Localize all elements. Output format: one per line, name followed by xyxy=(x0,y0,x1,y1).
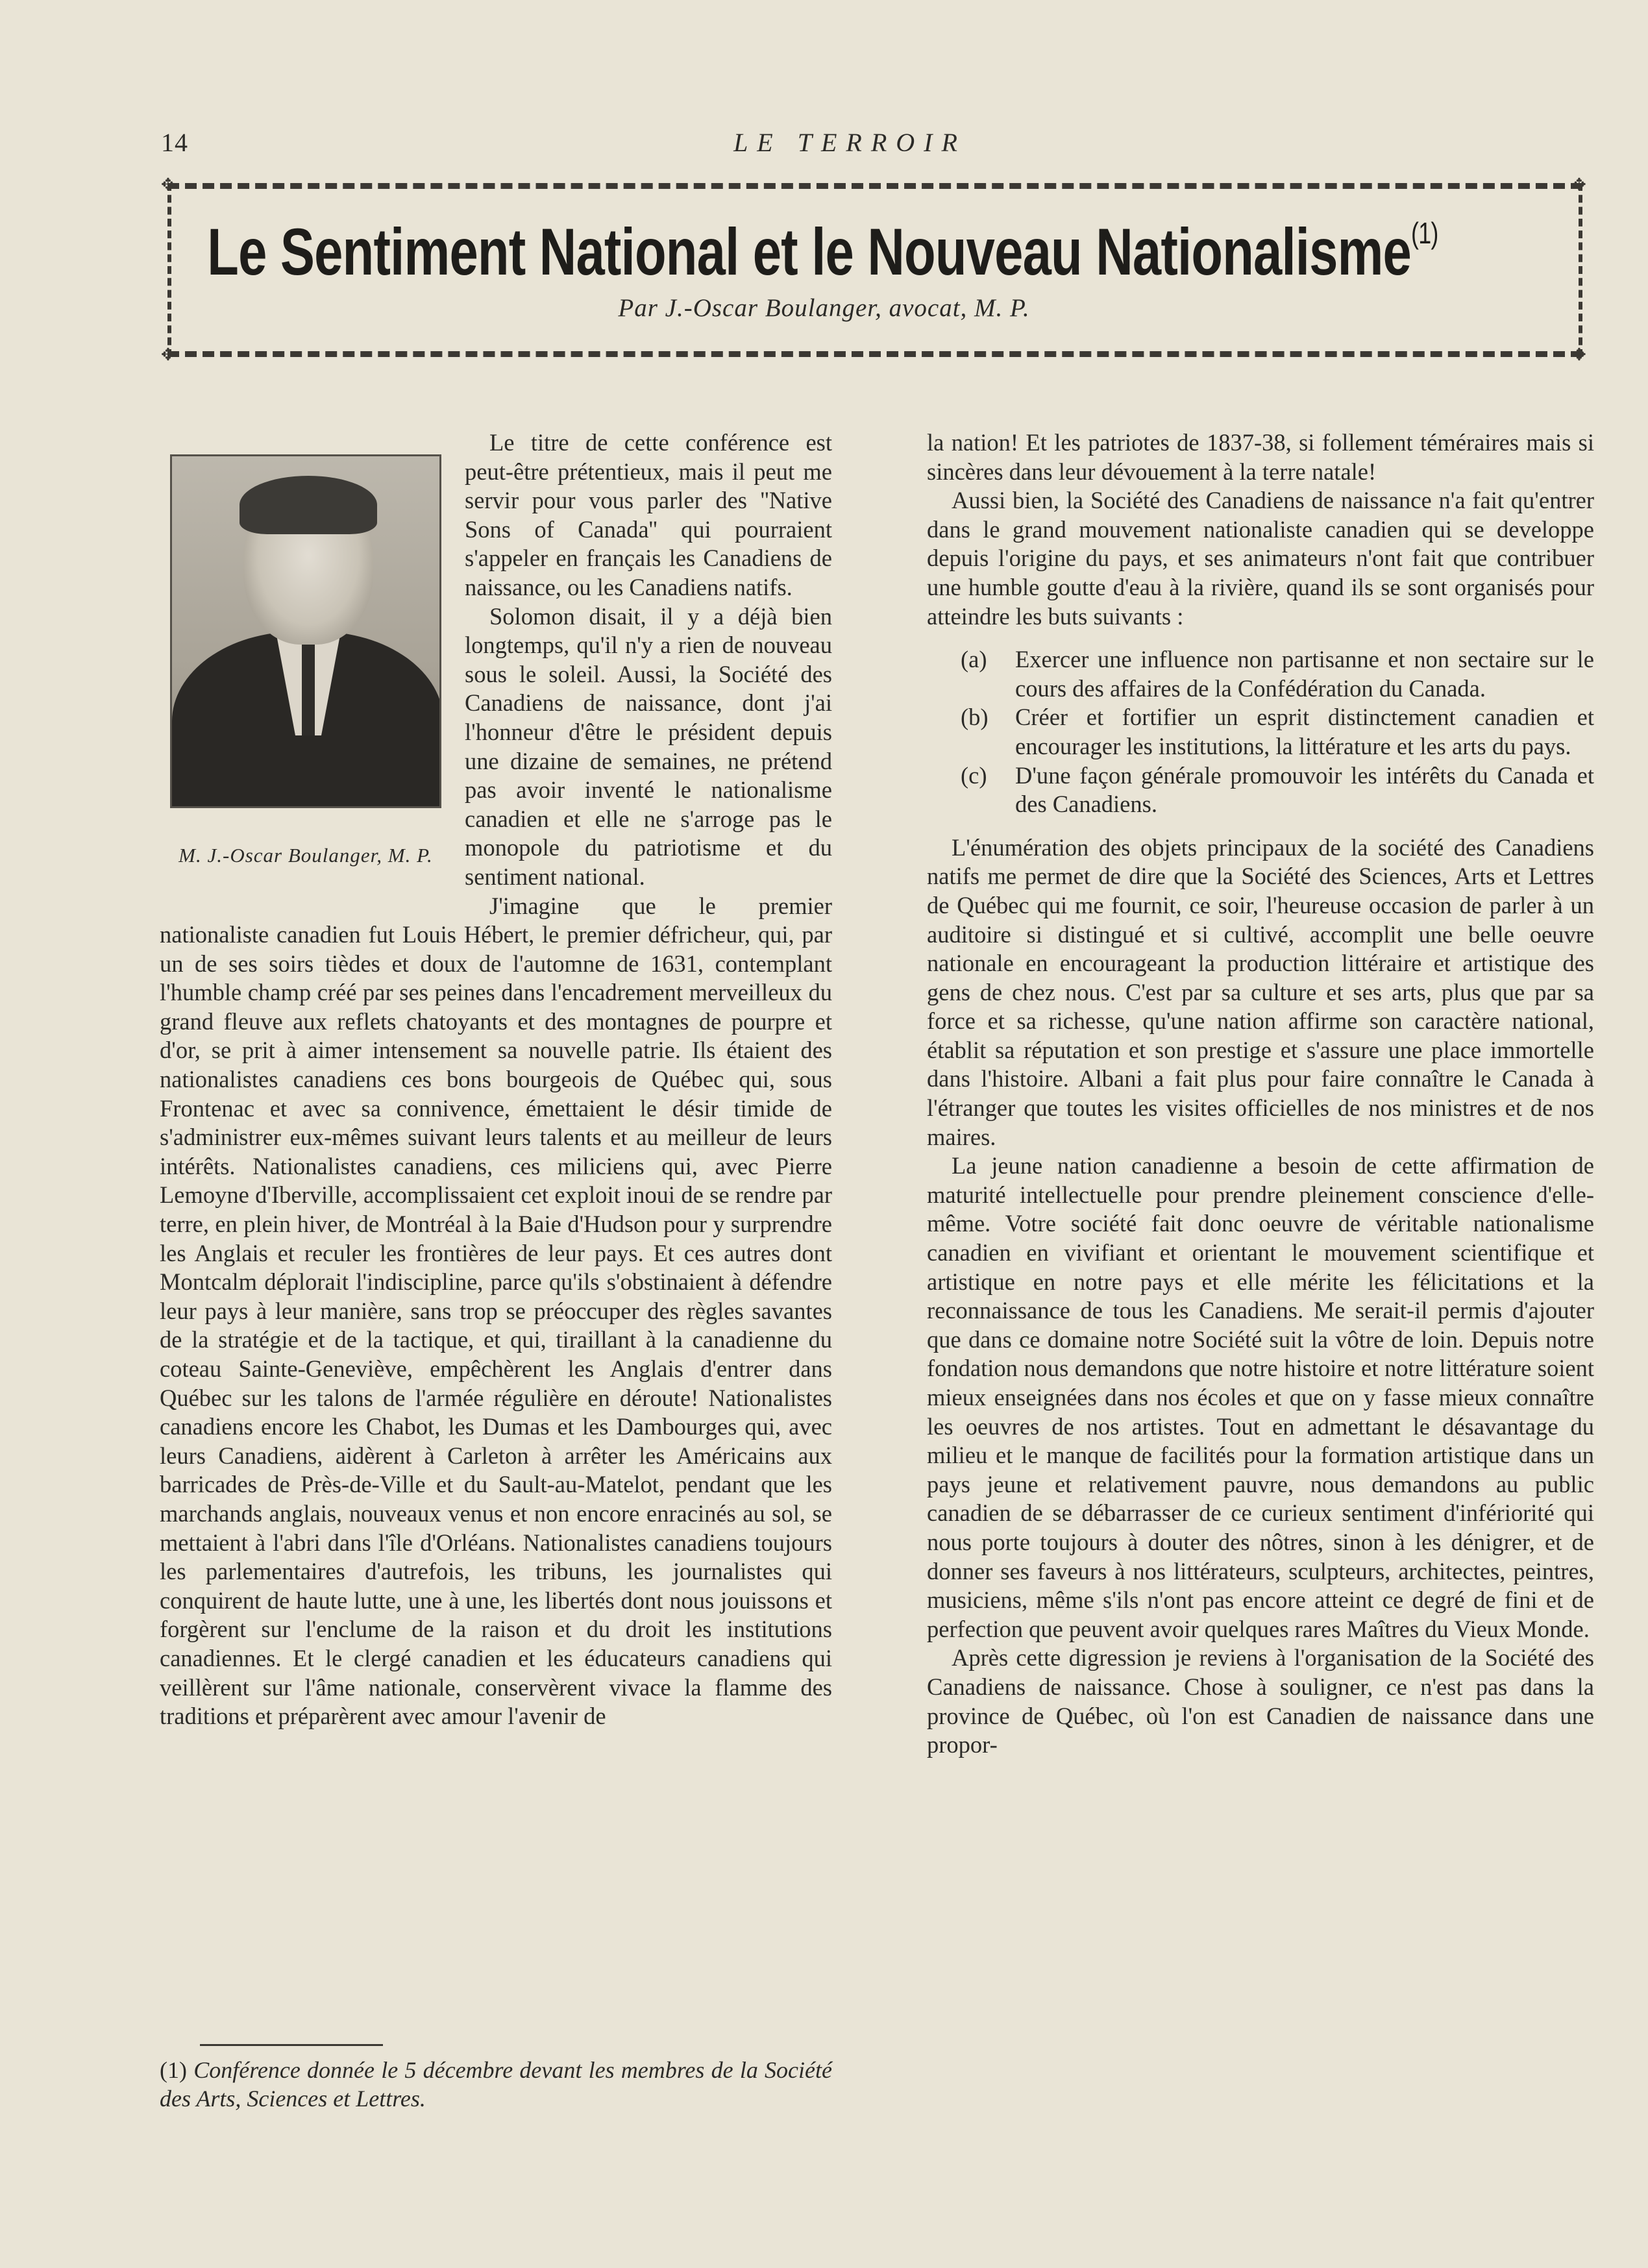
list-marker: (a) xyxy=(961,646,987,673)
right-column xyxy=(927,428,1594,1760)
list-item xyxy=(927,703,1594,761)
footnote-text: Conférence donnée le 5 décembre devant les membres de la Société des Arts, Sciences et Lettres. xyxy=(160,2057,832,2112)
list-item xyxy=(927,761,1594,819)
frame-corner-top-right: ✥ xyxy=(1572,175,1586,194)
frame-corner-top-left: ✥ xyxy=(161,175,175,194)
paragraph: Le titre de cette conférence est peut-être prétentieux, mais il peut me servir pour vous parler des ''Native Sons of Canada'' qui pourraient s'appeler en français les Canadiens de naissance, ou les Canadiens natifs. xyxy=(465,429,832,600)
paragraph: Après cette digression je reviens à l'organisation de la Société des Canadiens de naissance. Chose à souligner, ce n'est pas dans la province de Québec, où l'on est Canadien de naissance dans une propor- xyxy=(927,1644,1594,1758)
frame-corner-bottom-left: ✥ xyxy=(161,345,175,364)
portrait-caption: M. J.-Oscar Boulanger, M. P. xyxy=(178,844,433,867)
title-footnote-mark: (1) xyxy=(1411,216,1438,250)
list-text: Exercer une influence non partisanne et non sectaire sur le cours des affaires de la Confédération du Canada. xyxy=(1015,646,1594,702)
list-marker: (c) xyxy=(961,761,987,789)
footnote-number: (1) xyxy=(160,2057,187,2083)
list-text: Créer et fortifier un esprit distinctement canadien et encourager les institutions, la littérature et les arts du pays. xyxy=(1015,704,1594,759)
paragraph: J'imagine que le premier nationaliste canadien fut Louis Hébert, le premier défricheur, qui, par un de ses soirs tièdes et doux de l'automne de 1631, contemplant l'humble champ créé par ses peines dans l'encadrement merveilleux du grand fleuve aux reflets chatoyants et des montagnes de pourpre et d'or, se prit à aimer intensement sa nouvelle patrie. Ils étaient des nationalistes canadiens ces bons bourgeois de Québec qui, sous Frontenac et avec sa connivence, émettaient le désir timide de s'administrer eux-mêmes suivant leurs talents et au meilleur de leurs intérêts. Nationalistes canadiens, ces miliciens qui, avec Pierre Lemoyne d'Iberville, accomplissaient cet exploit inoui de se rendre par terre, en plein hiver, de Montréal à la Baie d'Hudson pour y surprendre les Anglais et reculer les frontières de leur pays. Et ces autres dont Montcalm déplorait l'indiscipline, parce qu'ils s'obstinaient à défendre leur pays à leur manière, sans trop se préoccuper des règles savantes de la stratégie et de la tactique, et qui, tiraillant à la canadienne du coteau Sainte-Geneviève, empêchèrent les Anglais d'entrer dans Québec sur les talons de l'armée régulière en déroute! Nationalistes canadiens encore les Chabot, les Dumas et les Dambourges qui, avec leurs Canadiens, aidèrent à Carleton à arrêter les Américains aux barricades de Près-de-Ville et du Sault-au-Matelot, pendant que les marchands anglais, nouveaux venus et non encore enracinés au sol, se mettaient à l'abri dans l'île d'Orléans. Nationalistes canadiens toujours les parlementaires d'autrefois, les tribuns, les journalistes qui conquirent de haute lutte, une à une, les libertés dont nous jouissons et forgèrent sur l'enclume de la raison et du droit les institutions canadiennes. Et le clergé canadien et les éducateurs canadiens qui veillèrent sur l'âme nationale, conservèrent vivace la flamme des traditions et préparèrent avec amour l'avenir de xyxy=(160,892,832,1730)
paragraph: Solomon disait, il y a déjà bien longtemps, qu'il n'y a rien de nouveau sous le soleil. Aussi, la Société des Canadiens de naissance, dont j'ai l'honneur d'être le président depuis une dizaine de semaines, ne prétend pas avoir inventé le nationalisme canadien et elle ne s'arroge pas le monopole du patriotisme et du sentiment national. xyxy=(465,602,832,890)
frame-corner-bottom-right: ✥ xyxy=(1572,345,1586,364)
paragraph: L'énumération des objets principaux de la société des Canadiens natifs me permet de dire que la Société des Sciences, Arts et Lettres de Québec qui me fournit, ce soir, l'heureuse occasion de parler à un auditoire si distingué et si cultivé, accomplit une belle oeuvre nationale en encourageant la production littéraire et artistique des gens de chez nous. C'est par sa culture et ses arts, plus que par sa force et sa richesse, qu'une nation affirme son caractère national, établit sa réputation et son prestige et s'assure une place immortelle dans l'histoire. Albani a fait plus pour faire connaître le Canada à l'étranger que toutes les visites officielles de nos ministres et de nos maires. xyxy=(927,833,1594,1150)
left-column xyxy=(160,428,832,1731)
paragraph: La jeune nation canadienne a besoin de cette affirmation de maturité intellectuelle pour prendre pleinement conscience d'elle-même. Votre société fait donc oeuvre de véritable nationalisme canadien en vivifiant et orientant le mouvement scientifique et artistique en notre pays et elle mérite les félicitations et la reconnaissance de tous les Canadiens. Me serait-il permis d'ajouter que dans ce domaine notre Société suit la vôtre de loin. Depuis notre fondation nous demandons que notre histoire et notre littérature soient mieux enseignées dans nos écoles et que on y fasse mieux connaître les oeuvres de nos artistes. Tout en admettant le désavantage du milieu et le manque de facilités pour la formation artistique dans un pays jeune et relativement pauvre, nous demandons au public canadien de se débarrasser de ce curieux sentiment d'infériorité qui nous porte toujours à douter des nôtres, sinon à les dénigrer, et de donner ses faveurs à nos littérateurs, sculpteurs, architectes, peintres, musiciens, même s'ils n'ont pas encore atteint ce degré de fini et de perfection que peuvent avoir quelques rares Maîtres du Vieux Monde. xyxy=(927,1152,1594,1642)
objectives-list xyxy=(927,645,1594,819)
page-number: 14 xyxy=(161,128,188,157)
list-marker: (b) xyxy=(961,704,989,731)
paragraph: Aussi bien, la Société des Canadiens de naissance n'a fait qu'entrer dans le grand mouvement nationaliste canadien qui se developpe depuis l'origine du pays, et ses animateurs n'ont fait que contribuer une humble goutte d'eau à la rivière, quand ils se sont organisés pour atteindre les buts suivants : xyxy=(927,487,1594,630)
article-title: Le Sentiment National et le Nouveau Nationalisme$^{(1)}$ xyxy=(207,215,1438,289)
list-text: D'une façon générale promouvoir les intérêts du Canada et des Canadiens. xyxy=(1015,761,1594,818)
footnote-rule xyxy=(200,2044,383,2046)
running-title: LE TERROIR xyxy=(733,128,966,157)
list-item xyxy=(927,645,1594,703)
paragraph: la nation! Et les patriotes de 1837-38, si follement téméraires mais si sincères dans leur dévouement à la terre natale! xyxy=(927,429,1594,485)
byline: Par J.-Oscar Boulanger, avocat, M. P. xyxy=(618,294,1030,322)
footnote xyxy=(160,2056,832,2113)
